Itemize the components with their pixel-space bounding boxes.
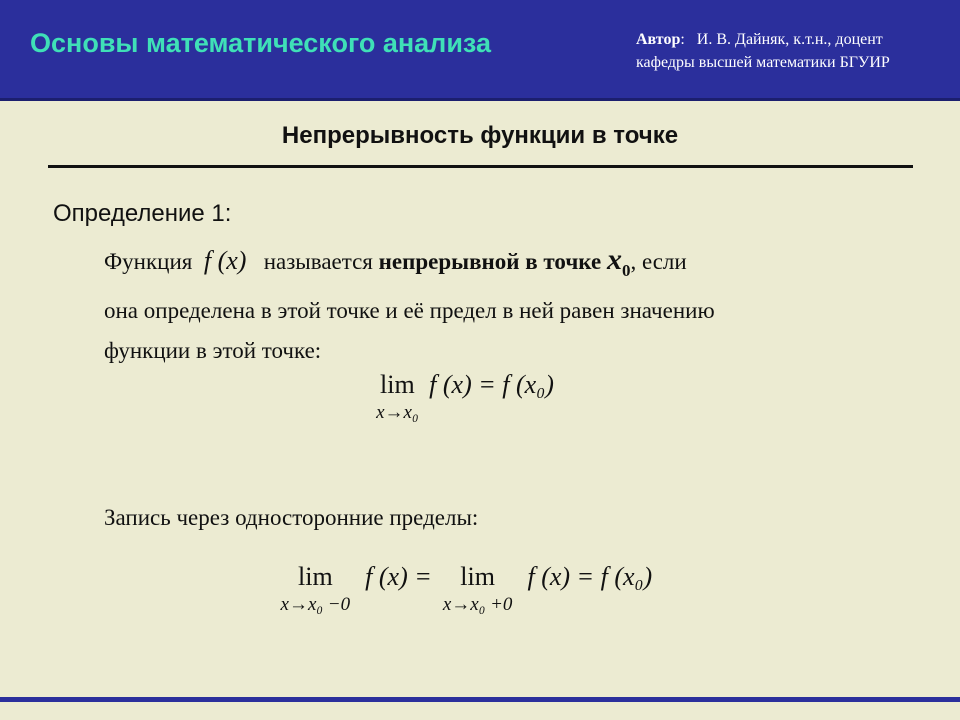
left-limit-expression: f (x) = <box>365 562 432 591</box>
left-limit-subscript: x→x₀ −0 <box>280 594 351 615</box>
definition-tail: , если <box>630 249 687 274</box>
lim-word: lim <box>380 370 415 399</box>
author-line-1: Автор: И. В. Дайняк, к.т.н., доцент <box>636 31 883 48</box>
left-limit-operator <box>280 562 351 615</box>
author-name: И. В. Дайняк, к.т.н., доцент <box>696 31 883 48</box>
definition-line-1 <box>104 240 904 291</box>
definition-label: Определение 1: <box>53 200 232 227</box>
section-title: Непрерывность функции в точке <box>281 122 679 149</box>
course-title: Основы математического анализа <box>30 28 492 58</box>
one-sided-formula <box>280 562 653 615</box>
limit-expression: f (x) = f (x₀) <box>429 370 554 399</box>
author-line-2: кафедры высшей математики БГУИР <box>636 54 890 71</box>
point-subscript: 0 <box>621 261 631 280</box>
right-limit-subscript: x→x₀ +0 <box>442 594 513 615</box>
right-limit-expression: f (x) = f (x₀) <box>527 562 653 591</box>
function-symbol: f (x) <box>203 246 247 275</box>
definition-line-2: она определена в этой точке и её предел в ней равен значению <box>104 298 715 323</box>
point-symbol <box>606 243 631 280</box>
definition-line-3: функции в этой точке: <box>104 338 322 363</box>
one-sided-note: Запись через односторонние пределы: <box>104 505 479 530</box>
title-divider <box>48 165 913 168</box>
slide-header <box>0 0 960 101</box>
footer-bar <box>0 697 960 702</box>
definition-text <box>104 240 904 371</box>
lim-word-left: lim <box>298 562 333 591</box>
lim-word-right: lim <box>460 562 495 591</box>
author-info <box>636 28 890 74</box>
definition-verb: называется <box>263 249 373 274</box>
limit-subscript: x→x₀ <box>376 402 419 423</box>
definition-word: Функция <box>104 249 193 274</box>
limit-operator <box>376 370 419 423</box>
limit-formula <box>376 370 554 423</box>
right-limit-operator <box>442 562 513 615</box>
author-label: Автор <box>636 31 681 48</box>
definition-term: непрерывной в точке <box>378 249 602 274</box>
point-letter: x <box>606 243 622 276</box>
